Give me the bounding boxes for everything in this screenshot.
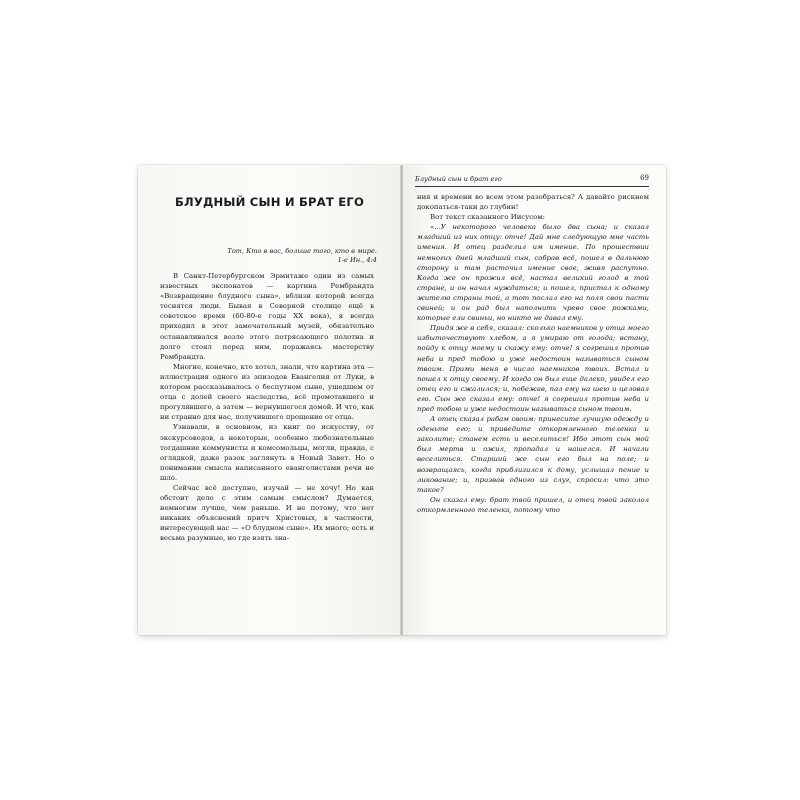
open-book [138,165,666,635]
paragraph: Узнавали, в основном, из книг по искусству, от экскурсоводов, а некоторые, особенно любознательные тогдашние коммунисты и комсомольцы, могли, правда, с оглядкой, даже разок заглянуть в Новый Завет. Но о понимании смысла написанного евангелистами речи не шло. [160,423,374,482]
quote-paragraph: Придя же в себя, сказал: сколько наемников у отца моего избыточествуют хлебом, а я умираю от голода; встану, пойду к отцу моему и скажу ему: отче! я согрешил против неба и пред тобою и уже недостоин называться сыном твоим. Прими меня в число наемников твоих. Встал и пошел к отцу своему. И когда он был еще далеко, увидел его отец его и сжалился; и, побежав, пал ему на шею и целовал его. Сын же сказал ему: отче! я согрешил против неба и пред тобою и уже недостоин называться сыном твоим. [417,324,649,413]
paragraph: Вот текст сказанного Иисусом: [430,213,545,222]
right-body-text [417,192,649,515]
quote-paragraph: Он сказал ему: брат твой пришел, и отец твой заколол откормленного теленка, потому что [417,495,649,514]
quote-paragraph: А отец сказал рабам своим: принесите лучшую одежду и оденьте его; и приведите откормленного теленка и заколите; станем есть и веселиться! Ибо этот сын мой был мертв и ожил, пропадал и нашелся. И начали веселиться. Старший же сын его был на поле; и возвращаясь, когда приблизился к дому, услышал пение и ликование; и, призвав одного из слуг, спросил: что это такое? [417,415,649,494]
epigraph-text: Тот, Кто в вас, больше того, кто в мире. [227,247,377,255]
paragraph: Сейчас всё доступно, изучай — не хочу! Но как обстоит дело с этим самым смыслом? Думается, немногим лучше, чем раньше. И не потому, что нет никаких объяснений притч Христовых, в частности, интересующей нас — «О блудном сыне». Их много; есть и весьма разумные, но где взять зна- [160,483,374,543]
right-page [403,165,666,635]
paragraph: Многие, конечно, кто хотел, знали, что картина эта — иллюстрация одного из эпизодов Евангелия от Луки, в котором рассказывалось о беспутном сыне, ушедшем от отца с долей своего наследства, всё промотавшего и прогулявшего, а затем — вернувшегося домой. И что, как ни странно для нас, получившего прощение от отца. [160,362,374,422]
chapter-title: БЛУДНЫЙ СЫН И БРАТ ЕГО [175,195,364,209]
page-number: 69 [640,174,649,182]
paragraph: ния и времени во всем этом разобраться? А давайте рискнем докопаться-таки до глубин! [417,193,649,212]
left-body-text [160,271,374,544]
epigraph [187,247,377,265]
running-head [415,174,649,187]
quote-paragraph: «...У некоторого человека было два сына; и сказал младший из них отцу: отче! Дай мне следующую мне часть имения. И отец разделил им имение. По прошествии немногих дней младший сын, собрав всё, пошел в дальнюю сторону и там расточил имение свое, живя распутно. Когда же он прожил всё, настал великий голод в той стране, и он начал нуждаться; и пошел, пристал к одному жителю страны той, а тот послал его на поля свои пасти свиней; и он рад был наполнить чрево свое рожками, которые ели свиньи, но никто не давал ему. [417,223,649,323]
running-title: Блудный сын и брат его [415,175,502,183]
epigraph-reference: 1-е Ин., 4:4 [337,256,377,264]
left-page [138,165,401,635]
paragraph: В Санкт-Петербургском Эрмитаже один из самых известных экспонатов — картина Рембрандта «Возвращение блудного сына», вблизи которой всегда теснятся люди. Бывая в Северной столице ещё в советское время (60-80-е годы XX века), я всегда приходил в этот замечательный музей, обязательно останавливался возле этого потрясающего полотна и долго стоял перед ним, поражаясь мастерству Рембрандта. [160,272,374,361]
